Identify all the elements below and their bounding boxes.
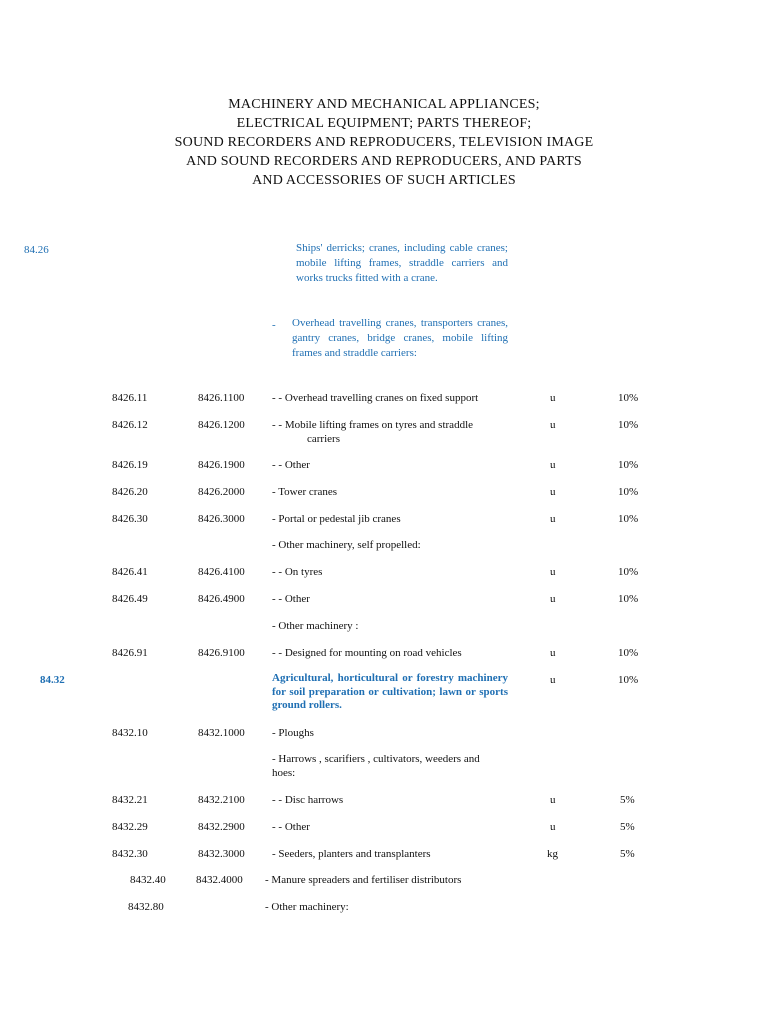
hs-code: 8432.40 bbox=[130, 874, 166, 886]
group-label-text: - Harrows , scarifiers , cultivators, weeders and hoes: bbox=[272, 753, 480, 779]
unit: u bbox=[550, 486, 556, 498]
national-code: 8432.2100 bbox=[198, 794, 245, 806]
description-cont: carriers bbox=[307, 433, 340, 445]
description: - Tower cranes bbox=[272, 486, 337, 498]
national-code: 8426.2000 bbox=[198, 486, 245, 498]
hs-code: 8426.30 bbox=[112, 513, 148, 525]
unit: u bbox=[550, 392, 556, 404]
heading-code-8426: 84.26 bbox=[24, 244, 49, 256]
duty-rate: 10% bbox=[618, 459, 639, 471]
national-code: 8432.3000 bbox=[198, 848, 245, 860]
description: - - Other bbox=[272, 593, 310, 605]
hs-code: 8426.20 bbox=[112, 486, 148, 498]
national-code: 8426.1100 bbox=[198, 392, 245, 404]
national-code: 8432.2900 bbox=[198, 821, 245, 833]
description: - Seeders, planters and transplanters bbox=[272, 848, 431, 860]
hs-code: 8426.12 bbox=[112, 419, 148, 431]
hs-code: 8426.91 bbox=[112, 647, 148, 659]
national-code: 8426.4100 bbox=[198, 566, 245, 578]
unit: u bbox=[550, 566, 556, 578]
duty-rate: 10% bbox=[618, 674, 639, 686]
description: - - Overhead travelling cranes on fixed support bbox=[272, 392, 479, 404]
national-code: 8426.3000 bbox=[198, 513, 245, 525]
description: - Portal or pedestal jib cranes bbox=[272, 513, 401, 525]
description: - - On tyres bbox=[272, 566, 323, 578]
unit: u bbox=[550, 593, 556, 605]
description: - Ploughs bbox=[272, 727, 314, 739]
hs-code: 8426.11 bbox=[112, 392, 148, 404]
description: - - Mobile lifting frames on tyres and straddle bbox=[272, 419, 474, 431]
heading-text: Ships' derricks; cranes, including cable cranes; mobile lifting frames, straddle carriers and works trucks fitted with a crane. bbox=[296, 242, 508, 284]
duty-rate: 5% bbox=[620, 794, 635, 806]
heading-text-8426 bbox=[296, 241, 508, 286]
title-line: AND SOUND RECORDERS AND REPRODUCERS, AND PARTS bbox=[186, 154, 582, 169]
unit: u bbox=[550, 674, 556, 686]
duty-rate: 5% bbox=[620, 821, 635, 833]
unit: u bbox=[550, 513, 556, 525]
description: - - Designed for mounting on road vehicles bbox=[272, 647, 462, 659]
description: - - Other bbox=[272, 821, 310, 833]
duty-rate: 10% bbox=[618, 419, 639, 431]
title-line: ELECTRICAL EQUIPMENT; PARTS THEREOF; bbox=[236, 116, 532, 131]
hs-code: 8432.29 bbox=[112, 821, 148, 833]
unit: u bbox=[550, 459, 556, 471]
chapter-title bbox=[0, 95, 768, 190]
unit: u bbox=[550, 419, 556, 431]
description: - - Disc harrows bbox=[272, 794, 344, 806]
unit: u bbox=[550, 821, 556, 833]
unit: kg bbox=[547, 848, 558, 860]
national-code: 8426.1900 bbox=[198, 459, 245, 471]
hs-code: 8426.49 bbox=[112, 593, 148, 605]
duty-rate: 10% bbox=[618, 513, 639, 525]
heading-text-8432: Agricultural, horticultural or forestry machinery for soil preparation or cultivation; lawn or sports ground rollers. bbox=[272, 672, 508, 711]
title-line: MACHINERY AND MECHANICAL APPLIANCES; bbox=[228, 97, 540, 112]
duty-rate: 10% bbox=[618, 566, 639, 578]
duty-rate: 10% bbox=[618, 647, 639, 659]
description: - - Other bbox=[272, 459, 310, 471]
national-code: 8432.1000 bbox=[198, 727, 245, 739]
national-code: 8426.4900 bbox=[198, 593, 245, 605]
national-code: 8426.9100 bbox=[198, 647, 245, 659]
heading-code-8432: 84.32 bbox=[40, 674, 65, 686]
hs-code: 8432.30 bbox=[112, 848, 148, 860]
sub-heading-dash: - bbox=[272, 319, 276, 331]
duty-rate: 10% bbox=[618, 486, 639, 498]
group-label bbox=[272, 752, 487, 780]
title-line: AND ACCESSORIES OF SUCH ARTICLES bbox=[252, 173, 516, 188]
title-line: SOUND RECORDERS AND REPRODUCERS, TELEVISION IMAGE bbox=[174, 135, 594, 150]
duty-rate: 5% bbox=[620, 848, 635, 860]
description: - Manure spreaders and fertiliser distributors bbox=[265, 874, 462, 886]
hs-code: 8426.41 bbox=[112, 566, 148, 578]
duty-rate: 10% bbox=[618, 593, 639, 605]
unit: u bbox=[550, 794, 556, 806]
hs-code: 8432.10 bbox=[112, 727, 148, 739]
national-code: 8432.4000 bbox=[196, 874, 243, 886]
group-label: - Other machinery, self propelled: bbox=[272, 539, 421, 551]
description: - Other machinery: bbox=[265, 901, 349, 913]
hs-code: 8426.19 bbox=[112, 459, 148, 471]
national-code: 8426.1200 bbox=[198, 419, 245, 431]
group-label: - Other machinery : bbox=[272, 620, 359, 632]
duty-rate: 10% bbox=[618, 392, 639, 404]
sub-heading-text: Overhead travelling cranes, transporters cranes, gantry cranes, bridge cranes, mobile lifting frames and straddle carriers: bbox=[292, 317, 508, 359]
hs-code: 8432.80 bbox=[128, 901, 164, 913]
unit: u bbox=[550, 647, 556, 659]
hs-code: 8432.21 bbox=[112, 794, 148, 806]
